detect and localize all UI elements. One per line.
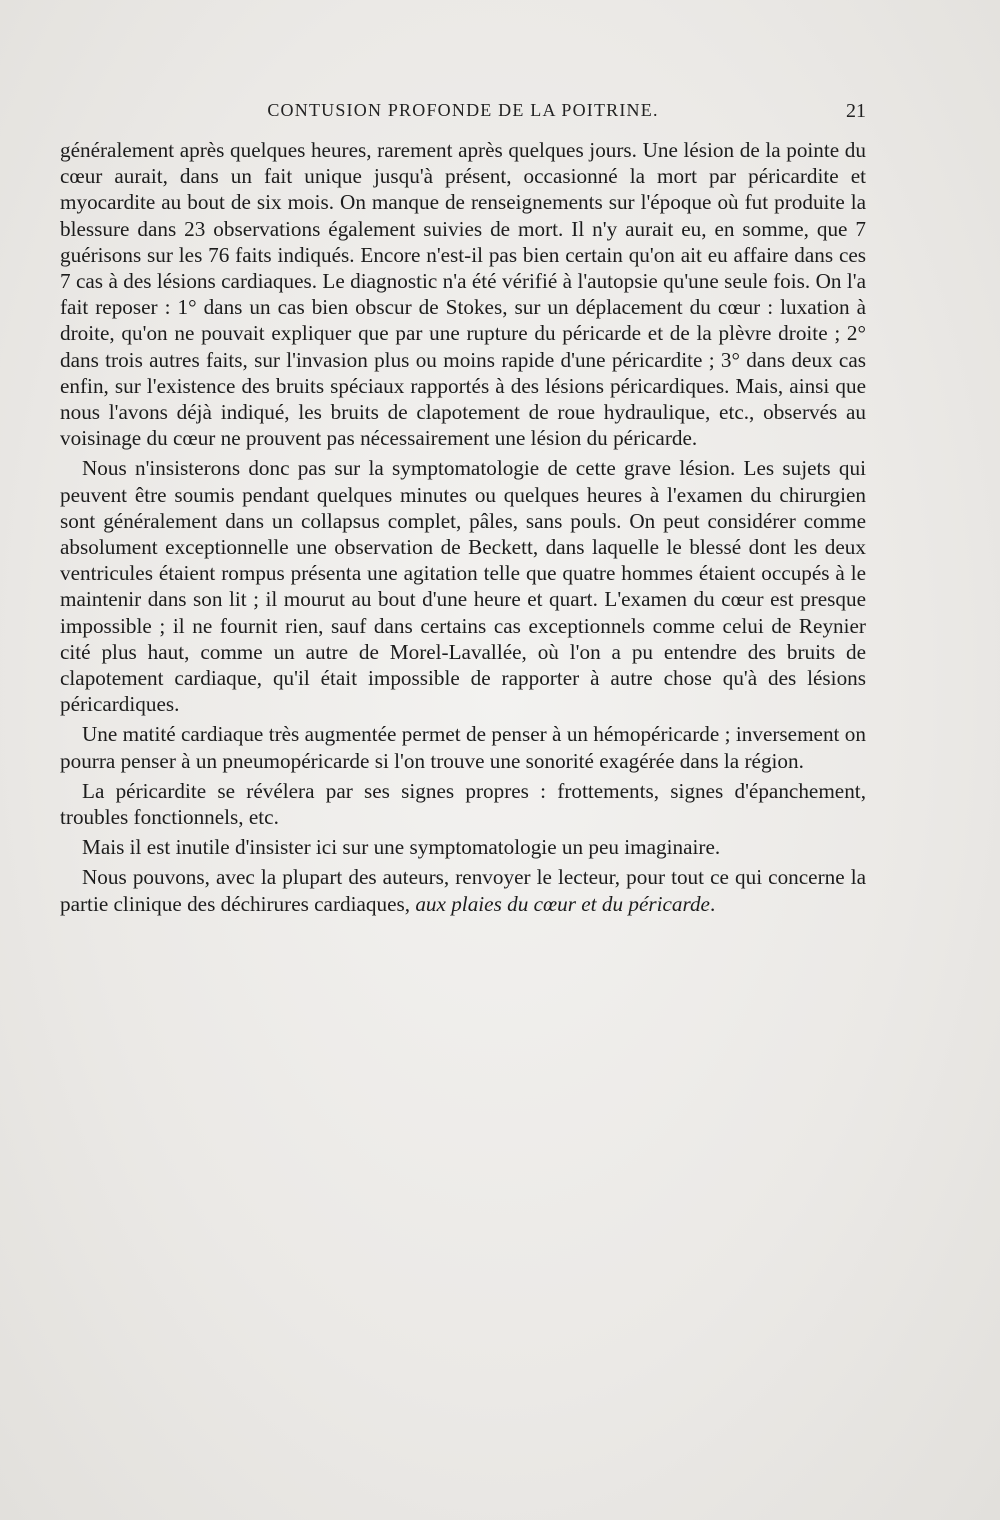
paragraph-5: Mais il est inutile d'insister ici sur une symptomatologie un peu imaginaire.	[82, 835, 721, 860]
paragraph-6-italic-reference: aux plaies du cœur et du péricarde	[415, 891, 710, 916]
running-title: CONTUSION PROFONDE DE LA POITRINE.	[267, 100, 659, 120]
body-text	[60, 137, 866, 917]
page-number: 21	[846, 100, 866, 122]
paragraph-4: La péricardite se révélera par ses signes propres : frottements, signes d'épanchement, troubles fonctionnels, etc.	[60, 778, 866, 830]
paragraph-1: généralement après quelques heures, rarement après quelques jours. Une lésion de la pointe du cœur aurait, dans un fait unique jusqu'à présent, occasionné la mort par péricardite et myocardite au bout de six mois. On manque de renseignements sur l'époque où fut produite la blessure dans 23 observations également suivies de mort. Il n'y aurait eu, en somme, que 7 guérisons sur les 76 faits indiqués. Encore n'est-il pas bien certain qu'on ait eu affaire dans ces 7 cas à des lésions cardiaques. Le diagnostic n'a été vérifié à l'autopsie qu'une seule fois. On l'a fait reposer : 1° dans un cas bien obscur de Stokes, sur un déplacement du cœur : luxation à droite, qu'on ne pouvait expliquer que par une rupture du péricarde et de la plèvre droite ; 2° dans trois autres faits, sur l'invasion plus ou moins rapide d'une péricardite ; 3° dans deux cas enfin, sur l'existence des bruits spéciaux rapportés à des lésions péricardiques. Mais, ainsi que nous l'avons déjà indiqué, les bruits de clapotement de roue hydraulique, etc., observés au voisinage du cœur ne prouvent pas nécessairement une lésion du péricarde.	[60, 138, 866, 451]
paragraph-3: Une matité cardiaque très augmentée permet de penser à un hémopéricarde ; inversement on pourra penser à un pneumopéricarde si l'on trouve une sonorité exagérée dans la région.	[60, 722, 866, 773]
running-head	[60, 100, 866, 128]
paragraph-6-end: .	[709, 891, 716, 916]
paragraph-6-text: Nous pouvons, avec la plupart des auteurs, renvoyer le lecteur, pour tout ce qui concerne la partie clinique des déchirures cardiaques,	[60, 865, 866, 916]
paragraph-2: Nous n'insisterons donc pas sur la symptomatologie de cette grave lésion. Les sujets qui peuvent être soumis pendant quelques minutes ou quelques heures à l'examen du chirurgien sont généralement dans un collapsus complet, pâles, sans pouls. On peut considérer comme absolument exceptionnelle une observation de Beckett, dans laquelle le blessé dont les deux ventricules étaient rompus présenta une agitation telle que quatre hommes étaient occupés à le maintenir dans son lit ; il mourut au bout d'une heure et quart. L'examen du cœur est presque impossible ; il ne fournit rien, sauf dans certains cas exceptionnels comme celui de Reynier cité plus haut, comme un autre de Morel-Lavallée, où l'on a pu entendre des bruits de clapotement cardiaque, qu'il était impossible de rapporter à autre chose qu'à des lésions péricardiques.	[60, 456, 866, 717]
paragraph-6	[60, 864, 866, 916]
